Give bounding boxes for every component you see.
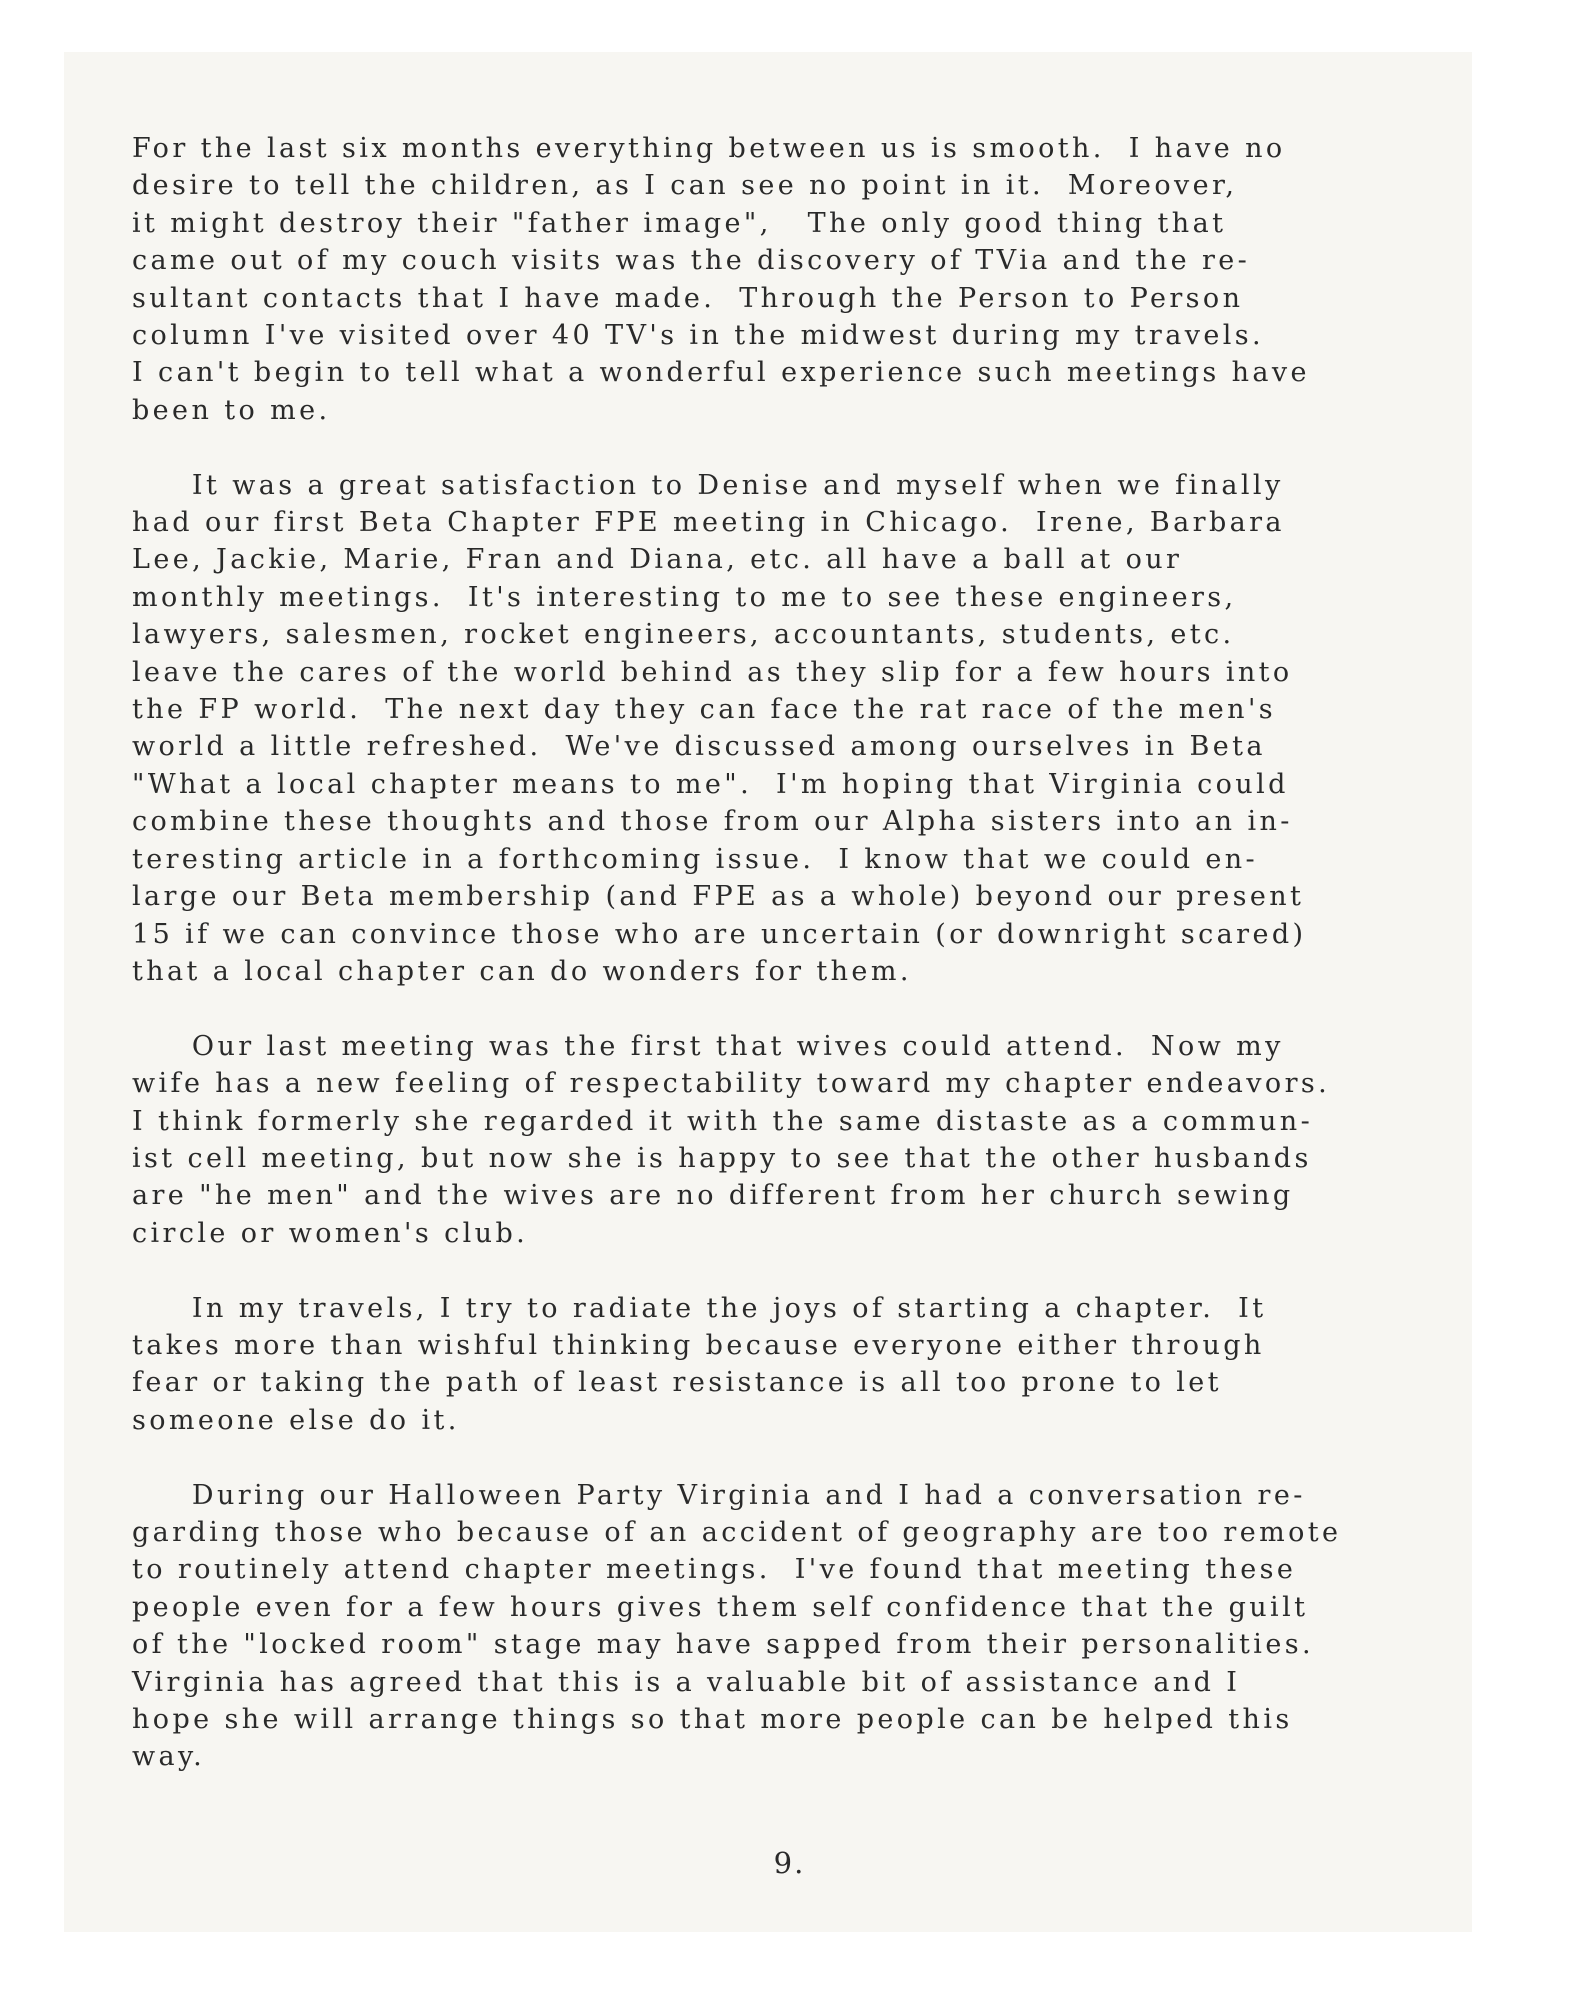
text-line: "What a local chapter means to me". I'm hoping that Virginia could — [132, 768, 1289, 800]
text-line: leave the cares of the world behind as they slip for a few hours into — [132, 656, 1293, 688]
text-line: world a little refreshed. We've discussed among ourselves in Beta — [132, 731, 1266, 763]
text-line: way. — [132, 1741, 206, 1773]
text-line: During our Halloween Party Virginia and I had a conversation re- — [132, 1479, 1306, 1511]
text-line: It was a great satisfaction to Denise and myself when we finally — [132, 469, 1284, 501]
text-line: circle or women's club. — [132, 1217, 529, 1249]
text-line: fear or taking the path of least resistance is all too prone to let — [132, 1367, 1222, 1399]
text-line: I can't begin to tell what a wonderful experience such meetings have — [132, 357, 1310, 389]
text-line: In my travels, I try to radiate the joys of starting a chapter. It — [132, 1292, 1267, 1324]
paragraph-1 — [132, 130, 1462, 429]
text-line: Lee, Jackie, Marie, Fran and Diana, etc. all have a ball at our — [132, 544, 1183, 576]
text-line: to routinely attend chapter meetings. I've found that meeting these — [132, 1554, 1297, 1586]
text-line: garding those who because of an accident of geography are too remote — [132, 1516, 1342, 1548]
text-line: came out of my couch visits was the discovery of TVia and the re- — [132, 245, 1251, 277]
document-body — [132, 130, 1462, 1813]
text-line: Our last meeting was the first that wives could attend. Now my — [132, 1030, 1284, 1062]
text-line: lawyers, salesmen, rocket engineers, accountants, students, etc. — [132, 619, 1235, 651]
text-line: someone else do it. — [132, 1404, 460, 1436]
paragraph-4 — [132, 1290, 1462, 1440]
text-line: people even for a few hours gives them self confidence that the guilt — [132, 1591, 1309, 1623]
text-line: of the "locked room" stage may have sapped from their personalities. — [132, 1629, 1314, 1661]
text-line: column I've visited over 40 TV's in the midwest during my travels. — [132, 320, 1265, 352]
text-line: I think formerly she regarded it with the same distaste as a commun- — [132, 1105, 1314, 1137]
text-line: desire to tell the children, as I can see no point in it. Moreover, — [132, 170, 1238, 202]
text-line: Virginia has agreed that this is a valuable bit of assistance and I — [132, 1666, 1241, 1698]
text-line: ist cell meeting, but now she is happy to see that the other husbands — [132, 1142, 1312, 1174]
text-line: wife has a new feeling of respectability toward my chapter endeavors. — [132, 1068, 1331, 1100]
text-line: the FP world. The next day they can face the rat race of the men's — [132, 694, 1277, 726]
text-line: monthly meetings. It's interesting to me to see these engineers, — [132, 581, 1237, 613]
text-line: takes more than wishful thinking because everyone either through — [132, 1329, 1265, 1361]
text-line: teresting article in a forthcoming issue. I know that we could en- — [132, 843, 1259, 875]
text-line: hope she will arrange things so that more people can be helped this — [132, 1704, 1293, 1735]
text-line: For the last six months everything between us is smooth. I have no — [132, 133, 1286, 164]
text-line: that a local chapter can do wonders for them. — [132, 955, 912, 987]
text-line: had our first Beta Chapter FPE meeting in Chicago. Irene, Barbara — [132, 507, 1285, 539]
page-number: 9. — [773, 1846, 806, 1880]
paragraph-2 — [132, 467, 1462, 991]
text-line: are "he men" and the wives are no different from her church sewing — [132, 1180, 1294, 1212]
text-line: been to me. — [132, 394, 331, 426]
text-line: 15 if we can convince those who are uncertain (or downright scared) — [132, 918, 1307, 950]
paragraph-3 — [132, 1028, 1462, 1252]
paragraph-5 — [132, 1477, 1462, 1776]
text-line: large our Beta membership (and FPE as a whole) beyond our present — [132, 881, 1305, 913]
text-line: it might destroy their "father image", The only good thing that — [132, 207, 1227, 239]
text-line: sultant contacts that I have made. Through the Person to Person — [132, 282, 1244, 314]
text-line: combine these thoughts and those from our Alpha sisters into an in- — [132, 806, 1293, 838]
